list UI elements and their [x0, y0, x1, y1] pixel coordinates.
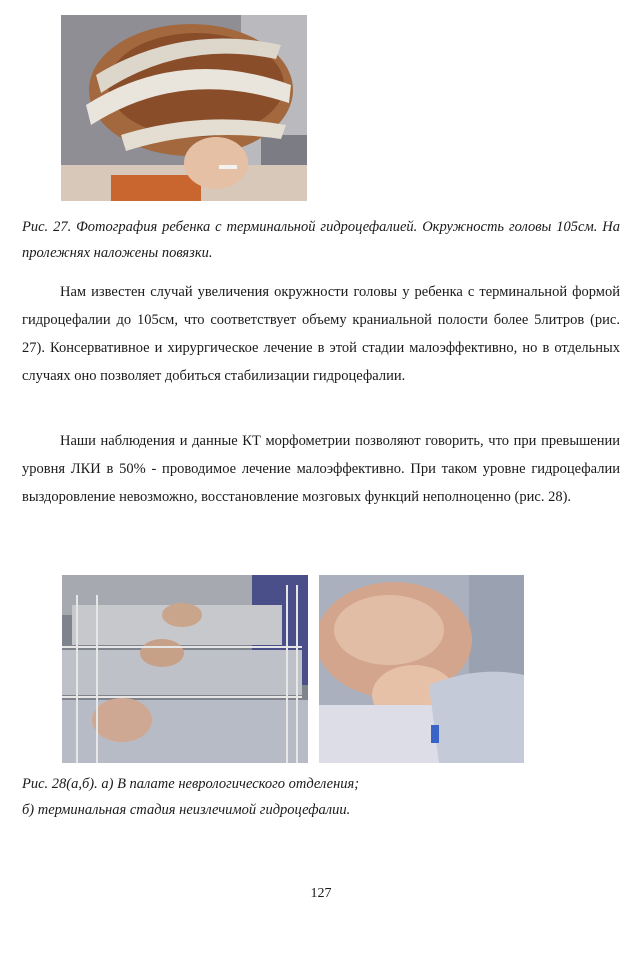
page-number: 127 [310, 886, 332, 901]
figure-27-caption [22, 214, 620, 266]
figure-28-caption-line2: б) терминальная стадия неизлечимой гидроцефалии. [22, 802, 351, 818]
paragraph-1-text: Нам известен случай увеличения окружности головы у ребенка с терминальной формой гидроцефалии до 105см, что соответствует объему краниальной полости более 5литров (рис. 27). Консервативное и хирургическое лечение в этой стадии малоэффективно, но в отдельных случаях оно позволяет добиться стабилизации гидроцефалии. [22, 284, 620, 384]
paragraph-2 [22, 427, 620, 511]
paragraph-1 [22, 278, 620, 390]
figure-28-caption [22, 771, 620, 823]
figure-28b-photo [319, 575, 524, 763]
figure-28-caption-line1: Рис. 28(а,б). а) В палате неврологического отделения; [22, 776, 360, 792]
figure-28a-photo [62, 575, 308, 763]
figure-27-photo [61, 15, 307, 201]
figure-27-caption-text: Рис. 27. Фотография ребенка с терминальной гидроцефалией. Окружность головы 105см. На пролежнях наложены повязки. [22, 219, 620, 261]
paragraph-2-text: Наши наблюдения и данные КТ морфометрии позволяют говорить, что при превышении уровня ЛКИ в 50% - проводимое лечение малоэффективно. При таком уровне гидроцефалии выздоровление невозможно, восстановление мозговых функций неполноценно (рис. 28). [22, 433, 620, 505]
